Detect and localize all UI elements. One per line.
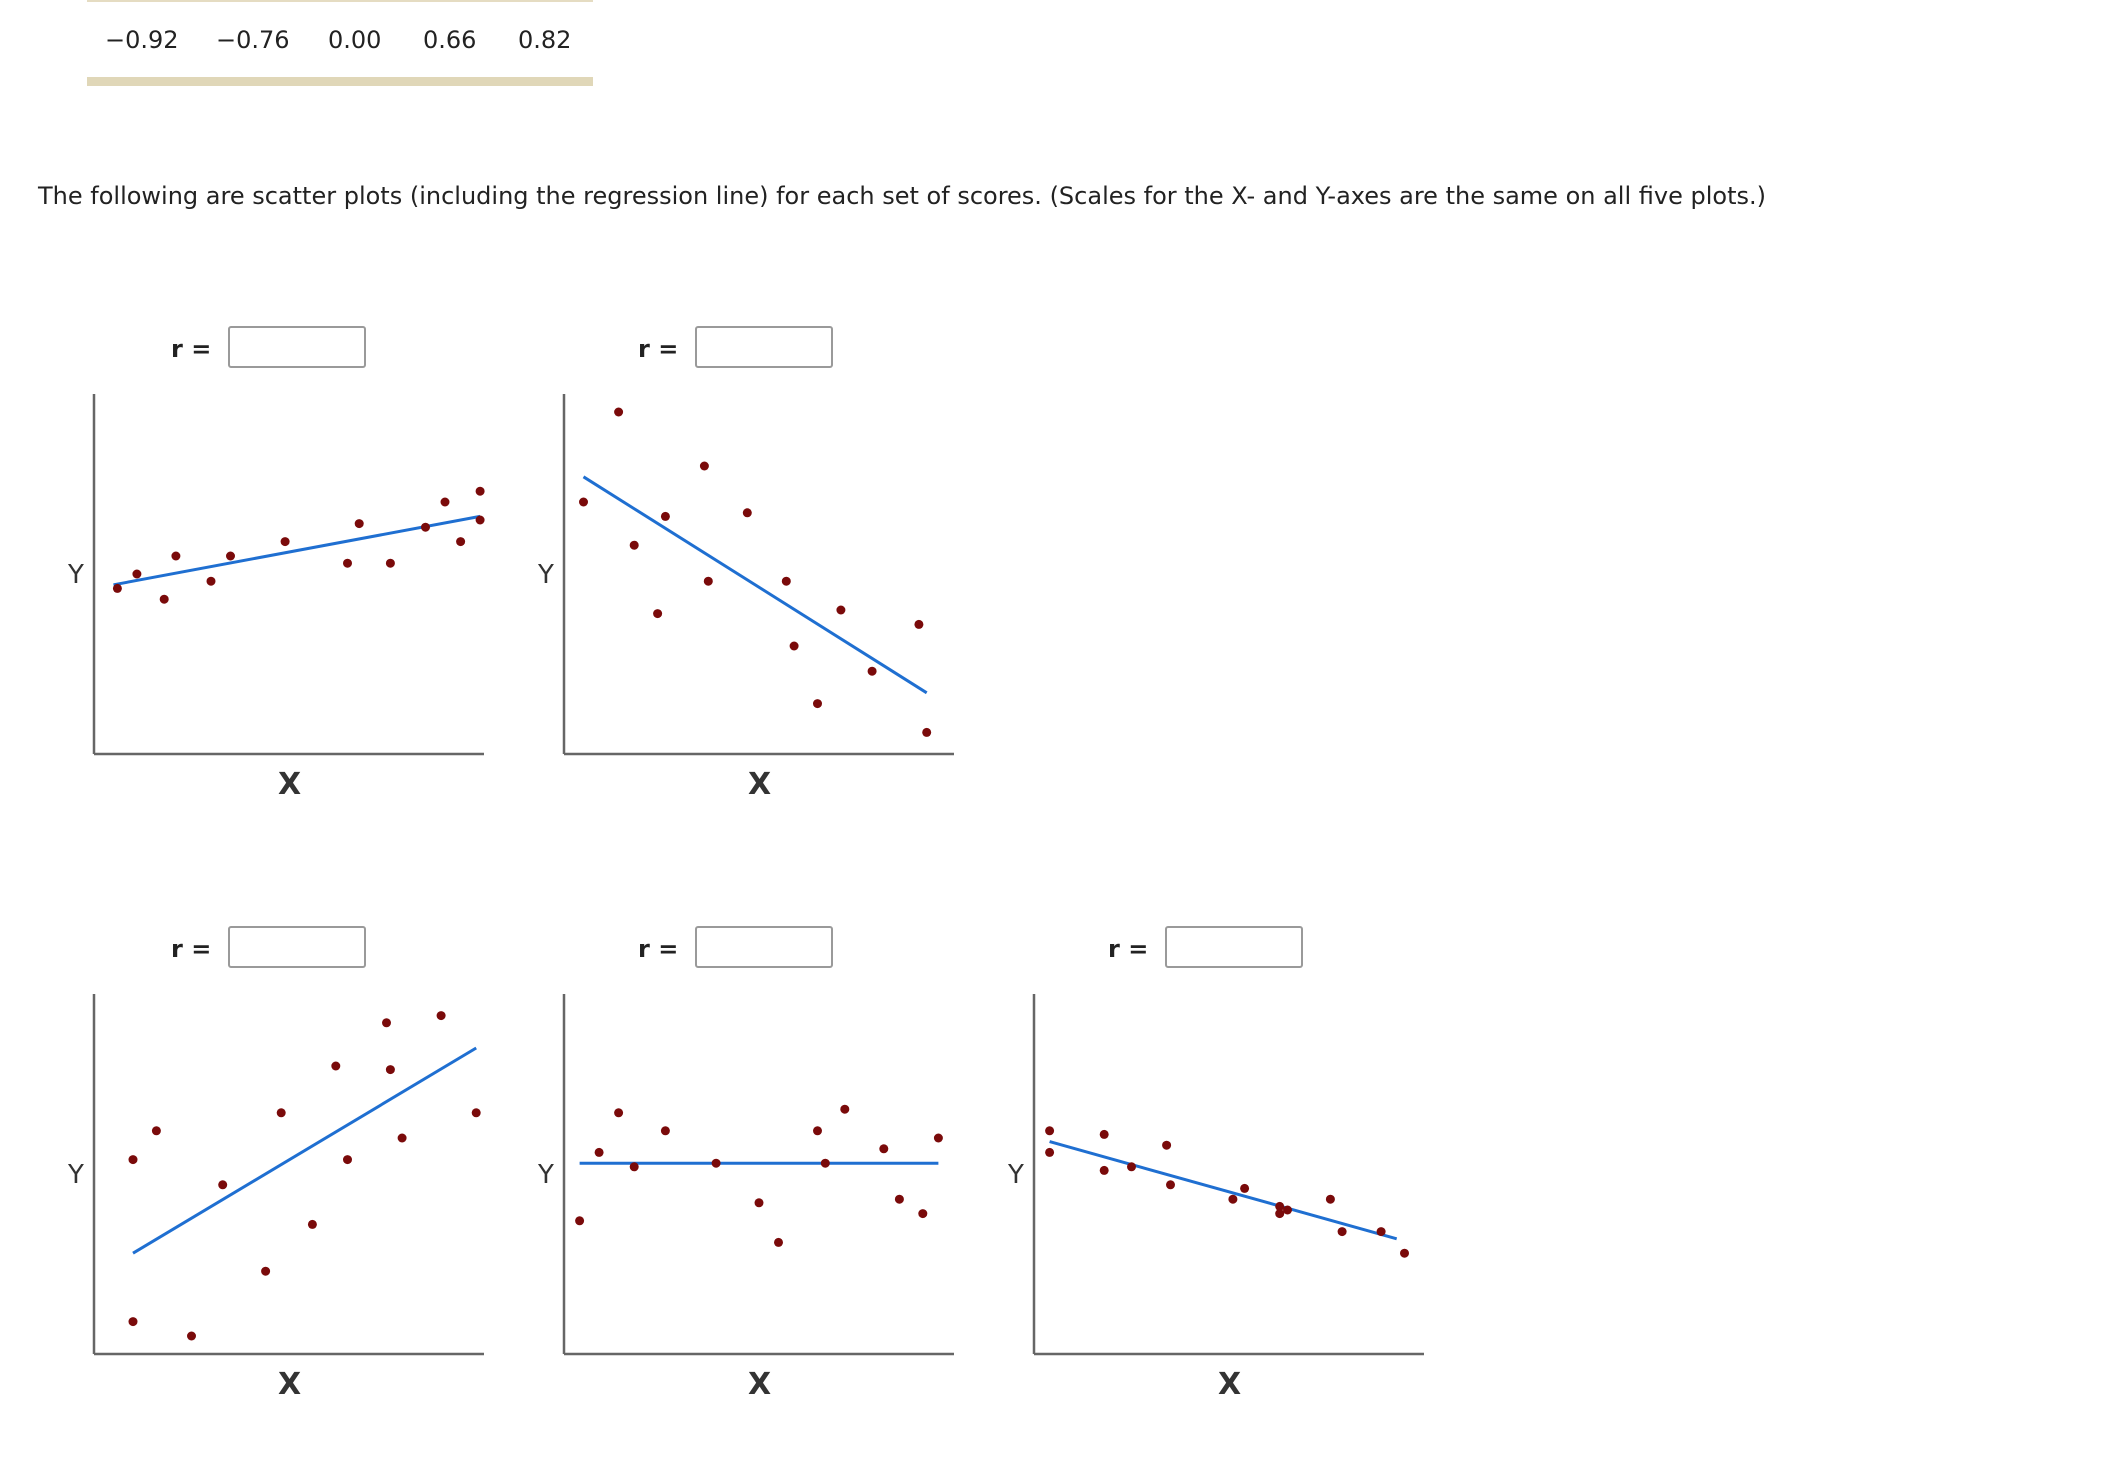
data-point xyxy=(226,552,235,561)
data-point xyxy=(630,1162,639,1171)
x-axis-label: X xyxy=(748,767,772,802)
data-point xyxy=(782,577,791,586)
scatter-plot-5 xyxy=(998,918,1468,1478)
data-point xyxy=(1162,1141,1171,1150)
data-point xyxy=(1338,1227,1347,1236)
data-point xyxy=(895,1195,904,1204)
data-point xyxy=(840,1105,849,1114)
data-point xyxy=(1100,1130,1109,1139)
data-point xyxy=(661,1126,670,1135)
data-point xyxy=(261,1267,270,1276)
y-axis-label: Y xyxy=(1008,1160,1024,1190)
scatter-chart xyxy=(528,318,948,808)
value-option: −0.92 xyxy=(105,26,179,54)
data-point xyxy=(476,487,485,496)
data-point xyxy=(113,584,122,593)
data-point xyxy=(129,1155,138,1164)
data-point xyxy=(813,1126,822,1135)
data-point xyxy=(868,667,877,676)
data-point xyxy=(755,1198,764,1207)
data-point xyxy=(836,606,845,615)
data-point xyxy=(614,1108,623,1117)
data-point xyxy=(790,642,799,651)
data-point xyxy=(595,1148,604,1157)
data-point xyxy=(398,1134,407,1143)
data-point xyxy=(914,620,923,629)
x-axis-label: X xyxy=(278,767,302,802)
data-point xyxy=(207,577,216,586)
data-point xyxy=(355,519,364,528)
data-point xyxy=(476,516,485,525)
data-point xyxy=(813,699,822,708)
data-point xyxy=(1045,1126,1054,1135)
scatter-chart xyxy=(58,918,478,1408)
data-point xyxy=(171,552,180,561)
r-label: r = xyxy=(638,335,679,363)
data-point xyxy=(1275,1209,1284,1218)
data-point xyxy=(661,512,670,521)
data-point xyxy=(1377,1227,1386,1236)
data-point xyxy=(1100,1166,1109,1175)
data-point xyxy=(386,1065,395,1074)
x-axis-label: X xyxy=(748,1367,772,1402)
data-point xyxy=(575,1216,584,1225)
data-point xyxy=(879,1144,888,1153)
data-point xyxy=(129,1317,138,1326)
data-point xyxy=(187,1332,196,1341)
scatter-chart xyxy=(58,318,478,808)
data-point xyxy=(1045,1148,1054,1157)
scatter-plot-1 xyxy=(58,318,528,878)
data-point xyxy=(934,1134,943,1143)
data-point xyxy=(277,1108,286,1117)
y-axis-label: Y xyxy=(68,560,84,590)
r-label: r = xyxy=(638,935,679,963)
data-point xyxy=(821,1159,830,1168)
data-point xyxy=(472,1108,481,1117)
scatter-plot-4 xyxy=(528,918,998,1478)
data-point xyxy=(308,1220,317,1229)
instructions-text: The following are scatter plots (including the regression line) for each set of scores. (Scales for the X- and Y-axes are the same on all five plots.) xyxy=(38,182,1766,210)
data-point xyxy=(343,1155,352,1164)
data-point xyxy=(160,595,169,604)
r-label: r = xyxy=(1108,935,1149,963)
data-point xyxy=(132,570,141,579)
data-point xyxy=(653,609,662,618)
data-point xyxy=(1127,1162,1136,1171)
data-point xyxy=(441,498,450,507)
data-point xyxy=(1326,1195,1335,1204)
data-point xyxy=(630,541,639,550)
y-axis-label: Y xyxy=(538,560,554,590)
data-point xyxy=(456,537,465,546)
data-point xyxy=(382,1018,391,1027)
data-point xyxy=(1240,1184,1249,1193)
data-point xyxy=(343,559,352,568)
value-option: 0.82 xyxy=(518,26,572,54)
value-option: −0.76 xyxy=(216,26,290,54)
value-option: 0.66 xyxy=(423,26,477,54)
x-axis-label: X xyxy=(278,1367,302,1402)
data-point xyxy=(437,1011,446,1020)
data-point xyxy=(331,1062,340,1071)
data-point xyxy=(386,559,395,568)
value-option: 0.00 xyxy=(328,26,382,54)
r-label: r = xyxy=(171,335,212,363)
regression-line xyxy=(133,1048,476,1253)
data-point xyxy=(918,1209,927,1218)
data-point xyxy=(1166,1180,1175,1189)
y-axis-label: Y xyxy=(538,1160,554,1190)
data-point xyxy=(218,1180,227,1189)
data-point xyxy=(743,508,752,517)
data-point xyxy=(152,1126,161,1135)
regression-line xyxy=(1050,1142,1397,1239)
data-point xyxy=(774,1238,783,1247)
data-point xyxy=(281,537,290,546)
data-point xyxy=(700,462,709,471)
data-point xyxy=(922,728,931,737)
x-axis-label: X xyxy=(1218,1367,1242,1402)
data-point xyxy=(1400,1249,1409,1258)
data-point xyxy=(614,408,623,417)
data-point xyxy=(579,498,588,507)
scatter-plot-2 xyxy=(528,318,998,878)
data-point xyxy=(1283,1206,1292,1215)
scatter-plot-3 xyxy=(58,918,528,1478)
y-axis-label: Y xyxy=(68,1160,84,1190)
data-point xyxy=(712,1159,721,1168)
data-point xyxy=(421,523,430,532)
data-point xyxy=(704,577,713,586)
correlation-values-table xyxy=(87,0,593,86)
scatter-chart xyxy=(528,918,948,1408)
regression-line xyxy=(584,477,927,693)
r-label: r = xyxy=(171,935,212,963)
scatter-chart xyxy=(998,918,1418,1408)
data-point xyxy=(1228,1195,1237,1204)
